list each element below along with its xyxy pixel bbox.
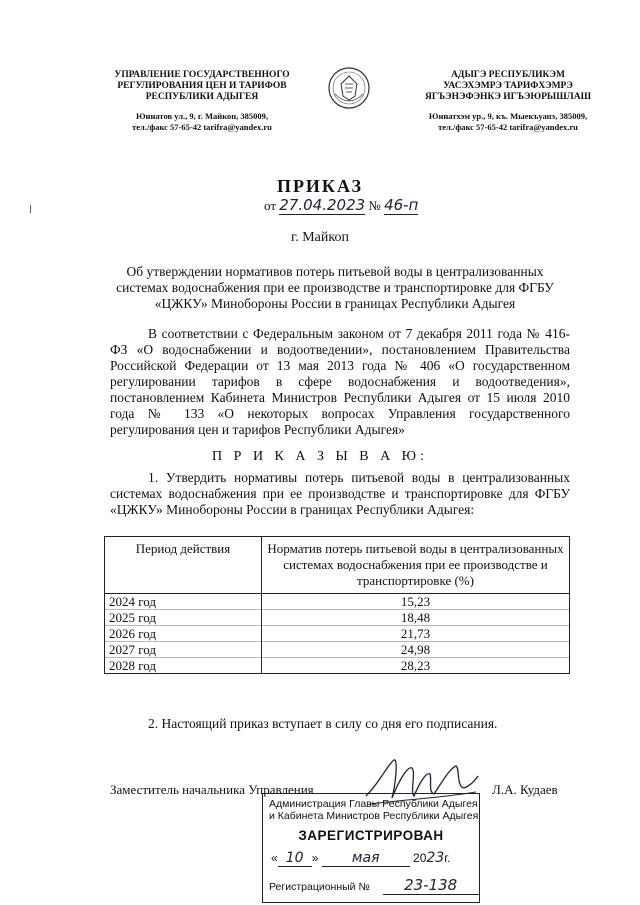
stamp-month: мая xyxy=(322,850,410,867)
registration-stamp xyxy=(262,793,480,903)
value-cell: 18,48 xyxy=(262,610,570,626)
stamp-date: « 10 » мая 2023г. xyxy=(271,850,451,866)
col-period-header: Период действия xyxy=(105,537,262,594)
table-row xyxy=(105,658,570,674)
order-number: 46-п xyxy=(384,196,419,214)
order-date: 27.04.2023 xyxy=(279,196,366,214)
subject: Об утверждении нормативов потерь питьевой воды в централизованных системах водоснабжения при ее производстве и транспортировке для ФГБУ «ЦЖКУ» Минобороны России в границах Республики Адыгея xyxy=(116,264,554,311)
period-cell: 2026 год xyxy=(105,626,262,642)
stamp-reg-number: 23-138 xyxy=(383,876,479,895)
from-label: от xyxy=(264,198,277,213)
contact-ady xyxy=(398,111,618,133)
stamp-line2: и Кабинета Министров Республики Адыгея xyxy=(269,810,479,822)
table-row xyxy=(105,594,570,610)
margin-mark xyxy=(30,205,31,213)
stamp-year-suffix: 23 xyxy=(426,850,445,866)
value-cell: 28,23 xyxy=(262,658,570,674)
value-cell: 21,73 xyxy=(262,626,570,642)
period-cell: 2028 год xyxy=(105,658,262,674)
address-ady: Юннатхэм ур., 9, къ. Мыекъуапэ, 385009, xyxy=(428,111,588,121)
order-line xyxy=(264,196,418,215)
period-cell: 2025 год xyxy=(105,610,262,626)
value-cell: 15,23 xyxy=(262,594,570,610)
org-name-ady-line1: АДЫГЭ РЕСПУБЛИКЭМ xyxy=(451,70,565,80)
stamp-registered: ЗАРЕГИСТРИРОВАН xyxy=(298,828,444,843)
coat-of-arms-icon xyxy=(327,64,371,112)
phone-ru: тел./факс 57-65-42 tarifra@yandex.ru xyxy=(132,122,272,132)
period-cell: 2024 год xyxy=(105,594,262,610)
period-cell: 2027 год xyxy=(105,642,262,658)
table-row xyxy=(105,642,570,658)
stamp-year-unit: г. xyxy=(444,851,451,865)
org-name-ady-line2: УАСЭХЭМРЭ ТАРИФХЭМРЭ xyxy=(443,81,573,91)
header-right xyxy=(398,70,618,133)
org-name-ru-line1: УПРАВЛЕНИЕ ГОСУДАРСТВЕННОГО xyxy=(114,70,290,80)
decree-word: П Р И К А З Ы В А Ю: xyxy=(212,449,428,464)
stamp-number-row xyxy=(269,876,479,895)
number-label: № xyxy=(368,198,381,213)
org-name-ru-line2: РЕГУЛИРОВАНИЯ ЦЕН И ТАРИФОВ xyxy=(117,81,287,91)
signer-name: Л.А. Кудаев xyxy=(492,782,558,797)
col-norm-header: Норматив потерь питьевой воды в централизованных системах водоснабжения при ее производстве и транспортировке (%) xyxy=(262,537,570,594)
value-cell: 24,98 xyxy=(262,642,570,658)
preamble: В соответствии с Федеральным законом от 7 декабря 2011 года № 416-ФЗ «О водоснабжении и водоотведении», постановлением Правительства Российской Федерации от 13 мая 2013 года № 406 «О государственном регулировании тарифов в сфере водоснабжения и водоотведения», постановлением Кабинета Министров Республики Адыгея от 15 июля 2010 года № 133 «О некоторых вопросах Управления государственного регулирования цен и тарифов Республики Адыгея» xyxy=(110,326,570,437)
stamp-day: 10 xyxy=(278,850,312,867)
norms-table xyxy=(104,536,570,674)
phone-ady: тел./факс 57-65-42 tarifra@yandex.ru xyxy=(438,122,578,132)
item-1: 1. Утвердить нормативы потерь питьевой воды в централизованных системах водоснабжения при ее производстве и транспортировке для ФГБУ «ЦЖКУ» Минобороны России в границах Республики Адыгея: xyxy=(110,470,570,517)
stamp-line1: Администрация Главы Республики Адыгея xyxy=(269,798,478,810)
org-name-ady-line3: ЯГЪЭНЭФЭНКЭ ИГЪЭЮРЫШЛАШ xyxy=(424,92,592,102)
address-ru: Юннатов ул., 9, г. Майкоп, 385009, xyxy=(135,111,269,121)
contact-ru xyxy=(88,111,316,133)
city: г. Майкоп xyxy=(291,230,349,245)
item-2: 2. Настоящий приказ вступает в силу со дня его подписания. xyxy=(148,716,498,731)
stamp-reg-label: Регистрационный № xyxy=(269,881,370,893)
org-name-ru-line3: РЕСПУБЛИКИ АДЫГЕЯ xyxy=(145,92,259,102)
table-header-row xyxy=(105,537,570,594)
table-row xyxy=(105,610,570,626)
stamp-year-prefix: 20 xyxy=(413,851,427,865)
table-row xyxy=(105,626,570,642)
stamp-org xyxy=(269,798,478,822)
header-left xyxy=(88,70,316,133)
signer-title: Заместитель начальника Управления xyxy=(110,782,314,797)
doc-title: ПРИКАЗ xyxy=(276,176,364,196)
